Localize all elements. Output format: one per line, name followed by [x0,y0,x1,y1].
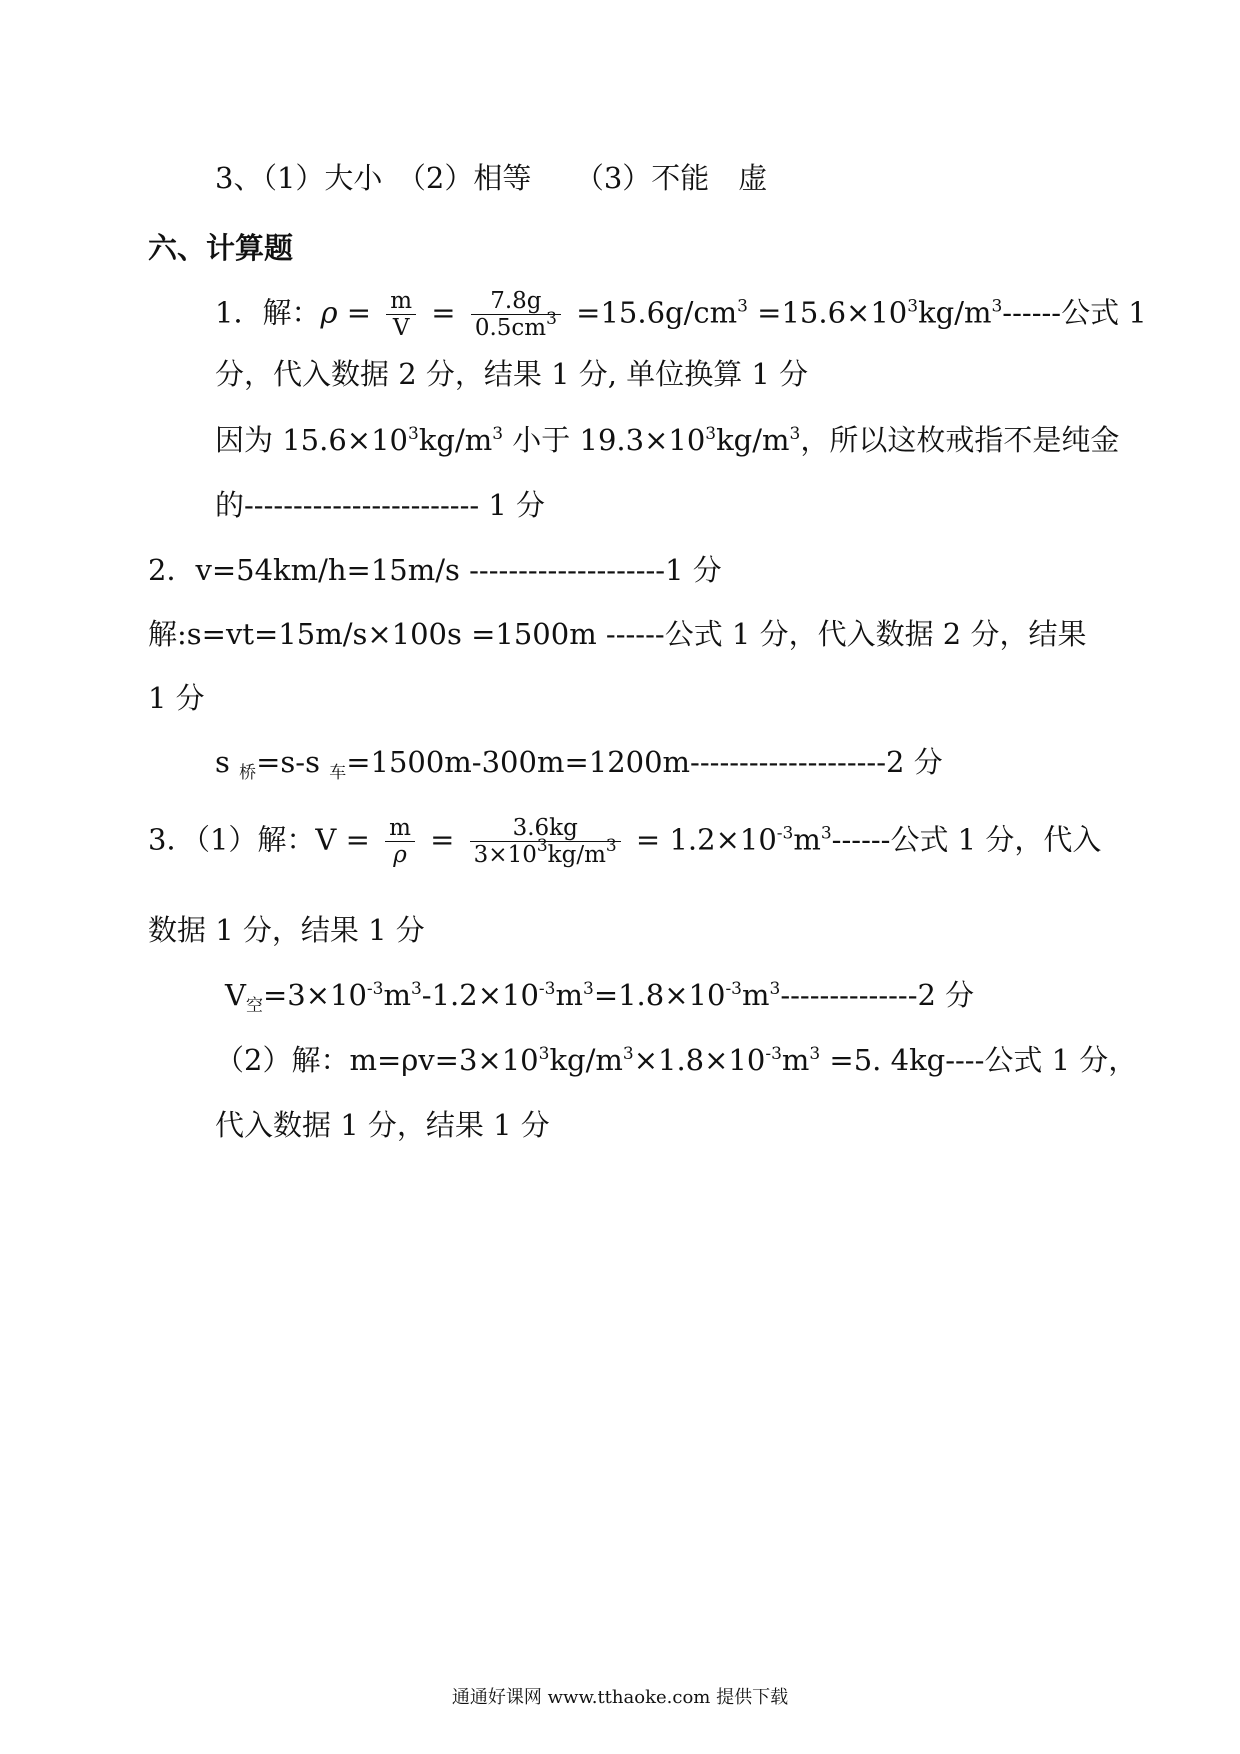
q1-fraction-1 [386,288,416,341]
q3-line-3 [225,975,974,1015]
q3-l3-d: -1.2×10 [421,978,539,1012]
q3-result-1-unit: m [793,822,821,857]
q2-l4-b: =s-s [256,745,330,779]
q3-l3-b: =3×10 [262,978,367,1012]
q1-line-3 [215,420,1119,460]
q2-l4-a: s [215,745,240,779]
q1-line-2: 分，代入数据 2 分，结果 1 分, 单位换算 1 分 [215,357,809,391]
q3-l3-f-exp: -3 [725,979,742,999]
q3-l3-sub-empty: 空 [245,996,263,1016]
q3-l4-a-exp: 3 [538,1044,550,1064]
q3-l4-c-exp: -3 [765,1044,782,1064]
q1-line-1 [215,288,1147,341]
q3-f2-den-exp: 3 [536,836,548,856]
q2-line-4 [215,742,943,782]
q3-f2-den [470,836,621,868]
q3-l4-b-exp: 3 [622,1044,634,1064]
q3-f2-den-b-exp: 3 [605,836,617,856]
q1-result-1-exp: 3 [737,296,748,317]
q3-l3-e: m [555,978,583,1012]
q3-l4-d: m [781,1043,810,1077]
q3-l4-e: =5. 4kg----公式 1 分， [820,1043,1138,1077]
q2-line-2: 解:s=vt=15m/s×100s =1500m ------公式 1 分，代入数据 2 分，结果 [148,617,1087,651]
q2-line-1: 2．v=54km/h=15m/s --------------------1 分 [148,553,722,587]
q1-score-tail: ------公式 1 [1002,295,1147,330]
q1-eq2: = [422,295,465,330]
q1-l3-a: 因为 15.6×10 [215,423,408,457]
q1-f2-den-exp: 3 [546,309,557,329]
q3-l3-g: m [742,978,770,1012]
q1-l3-e: ，所以这枚戒指不是纯金 [800,423,1120,457]
q3-v: V [315,822,337,857]
q1-l3-d: kg/m [716,423,790,457]
q1-l3-b-exp: 3 [492,424,504,444]
q2-l4-sub-bridge: 桥 [239,763,257,783]
q1-l3-d-exp: 3 [789,424,801,444]
q3-f1-den: ρ [393,842,407,868]
q3-l4-a: （2）解：m=ρv=3×10 [215,1043,539,1077]
q1-eq1: = [337,295,381,330]
q1-l3-c-exp: 3 [705,424,717,444]
q1-f2-den-text: 0.5cm [474,315,547,341]
q1-f2-num: 7.8g [471,288,561,315]
q1-result-2-exp: 3 [907,296,919,317]
q3-eq2: = [420,822,464,857]
q3-eq1: = [336,822,380,857]
q1-rho: ρ [320,295,338,330]
q1-f1-den: V [392,315,410,341]
q3-f2-den-a: 3×10 [473,842,537,868]
q3-l3-b-exp: -3 [366,979,384,999]
q1-result-1: =15.6g/cm [566,295,738,330]
q3-l4-c: ×1.8×10 [633,1043,766,1077]
q2-l4-sub-car: 车 [329,763,347,783]
q3-result-1-unit-exp: 3 [820,823,832,844]
q3-fraction-2 [470,815,621,868]
q1-fraction-2 [471,288,561,341]
q3-f2-num: 3.6kg [470,815,621,842]
q3-l3-g-exp: 3 [769,979,781,999]
q3-l3-f: =1.8×10 [593,978,726,1012]
q3-result-1-exp: -3 [776,823,794,844]
q1-f2-den [471,309,561,341]
q1-line-4: 的------------------------ 1 分 [215,488,546,522]
q3-l3-a: V [225,978,246,1012]
q3-l3-c: m [383,978,411,1012]
q2-line-3: 1 分 [148,681,205,715]
q3-l4-d-exp: 3 [809,1044,821,1064]
q3-l3-e-exp: 3 [582,979,594,999]
answer-line-3: 3、（1）大小 （2）相等 （3）不能 虚 [215,161,768,195]
q3-fraction-1 [385,815,415,868]
q3-line-2: 数据 1 分，结果 1 分 [148,913,425,947]
q1-l3-b: kg/m [418,423,493,457]
q3-l3-h: --------------2 分 [780,978,975,1012]
q3-l4-b: kg/m [549,1043,623,1077]
q1-result-2-unit-exp: 3 [991,296,1003,317]
page-footer: 通通好课网 www.tthaoke.com 提供下载 [451,1687,789,1708]
q3-line-5: 代入数据 1 分，结果 1 分 [215,1108,550,1142]
q3-l3-d-exp: -3 [538,979,556,999]
q3-result-1: = 1.2×10 [626,822,777,857]
q1-l3-a-exp: 3 [408,424,419,444]
q1-result-2: =15.6×10 [747,295,908,330]
q3-l3-c-exp: 3 [410,979,422,999]
q3-f2-den-b: kg/m [547,842,606,868]
q1-prefix: 1．解： [215,295,321,330]
section-heading: 六、计算题 [148,231,294,265]
q1-l3-c: 小于 19.3×10 [503,423,706,457]
q1-f1-num: m [386,288,416,315]
q3-line-1 [148,815,1101,868]
q3-score-tail: ------公式 1 分，代入 [831,822,1102,857]
q2-l4-c: =1500m-300m=1200m--------------------2 分 [346,745,943,779]
q3-prefix: 3．（1）解： [148,822,316,857]
q3-line-4 [215,1040,1137,1080]
q3-f1-num: m [385,815,415,842]
q1-result-2-unit: kg/m [918,295,992,330]
